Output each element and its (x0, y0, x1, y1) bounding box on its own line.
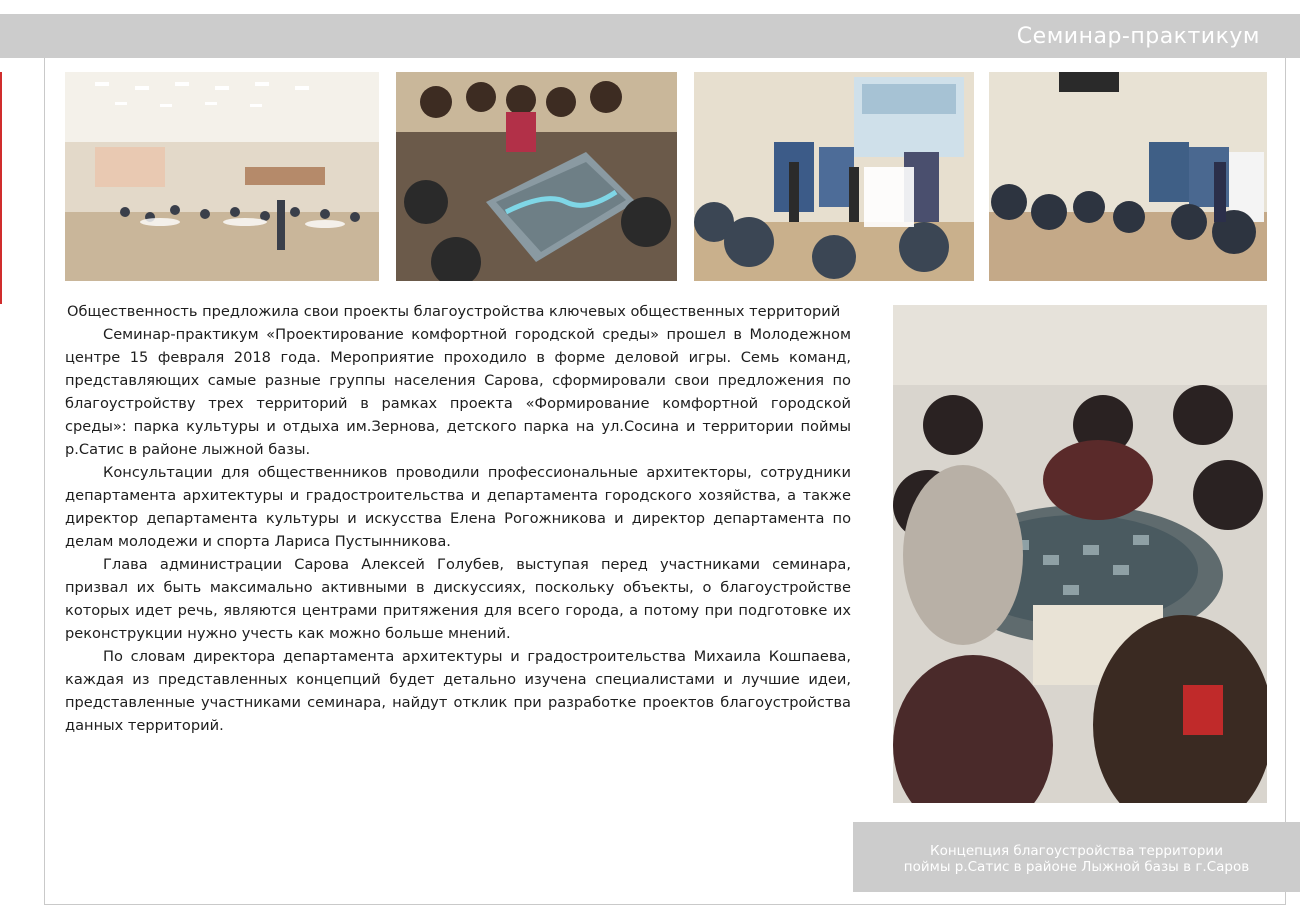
article (65, 300, 851, 737)
group-discussion-photo (893, 305, 1267, 803)
caption-line-1: Концепция благоустройства территории (930, 843, 1223, 859)
article-paragraph: Семинар-практикум «Проектирование комфортной городской среды» прошел в Молодежном центре 15 февраля 2018 года. Мероприятие проходило в форме деловой игры. Семь команд, представляющих самые разные группы населения Сарова, сформировали свои предложения по благоустройству трех территорий в рамках проекта «Формирование комфортной городской среды»: парка культуры и отдыха им.Зернова, детского парка на ул.Сосина и территории поймы р.Сатис в районе лыжной базы. (65, 326, 851, 458)
hall-overview-photo (65, 72, 379, 281)
header-bar (0, 14, 1300, 58)
article-headline: Общественность предложила свои проекты благоустройства ключевых общественных территорий (67, 303, 841, 320)
article-paragraph: По словам директора департамента архитектуры и градостроительства Михаила Кошпаева, каждая из представленных концепций будет детально изучена специалистами и лучшие идеи, представленные участниками семинара, найдут отклик при разработке проектов благоустройства данных территорий. (65, 648, 851, 734)
article-paragraph: Глава администрации Сарова Алексей Голубев, выступая перед участниками семинара, призвал их быть максимально активными в дискуссиях, поскольку объекты, о благоустройстве которых идет речь, являются центрами притяжения для всего города, а потому при подготовке их реконструкции нужно учесть как можно больше мнений. (65, 556, 851, 642)
audience-photo (989, 72, 1267, 281)
photo-caption (853, 822, 1300, 892)
caption-line-2: поймы р.Сатис в районе Лыжной базы в г.Саров (903, 859, 1250, 875)
header-title: Семинар-практикум (1016, 24, 1260, 49)
accent-edge (0, 72, 2, 304)
article-paragraph: Консультации для общественников проводили профессиональные архитекторы, сотрудники департамента архитектуры и градостроительства и департамента городского хозяйства, а также директор департамента культуры и искусства Елена Рогожникова и директор департамента по делам молодежи и спорта Лариса Пустынникова. (65, 464, 851, 550)
presentation-photo (694, 72, 974, 281)
team-map-work-photo (396, 72, 677, 281)
